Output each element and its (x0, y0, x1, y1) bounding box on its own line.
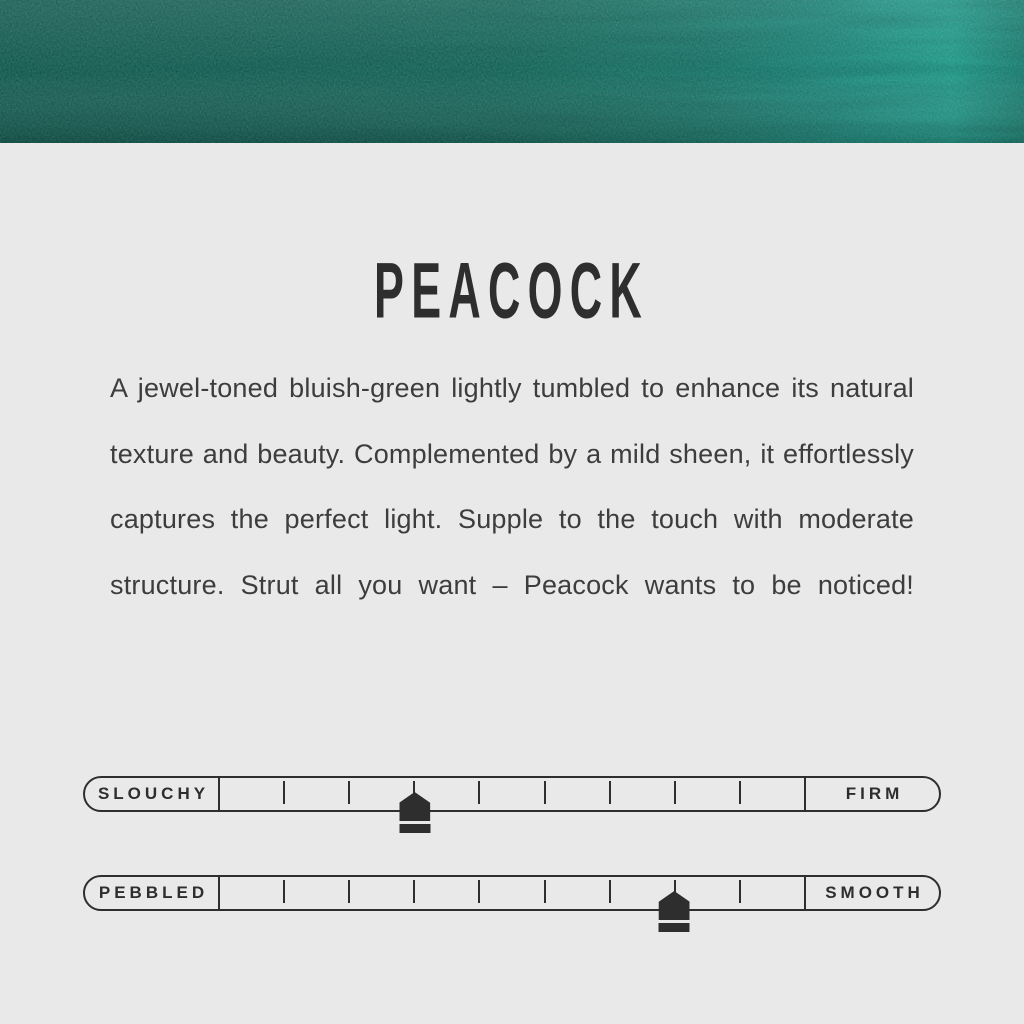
marker-base-bar (659, 923, 690, 932)
leather-texture-banner (0, 0, 1024, 143)
description-line: A jewel-toned bluish-green lightly tumbled to enhance its natural (110, 373, 914, 403)
color-description (110, 356, 914, 618)
marker-base-bar (399, 824, 430, 833)
page-title (0, 247, 1024, 335)
structure-scale-right-label: FIRM (804, 778, 939, 810)
tick-mark (413, 880, 415, 903)
structure-scale (83, 776, 941, 812)
tick-mark (478, 880, 480, 903)
texture-scale-track (220, 877, 804, 909)
leather-texture-image (0, 0, 1024, 143)
tick-mark (609, 880, 611, 903)
description-line: texture and beauty. Complemented by a mild sheen, it effortlessly (110, 438, 914, 469)
tick-mark (609, 781, 611, 804)
tick-mark (283, 781, 285, 804)
page-title-text: PEACOCK (374, 247, 650, 335)
description-line: captures the perfect light. Supple to the touch with moderate (110, 504, 914, 534)
texture-scale-left-label: PEBBLED (85, 877, 220, 909)
marker-pointer-icon (399, 792, 430, 821)
marker-pointer-icon (659, 891, 690, 920)
texture-scale-right-label: SMOOTH (804, 877, 939, 909)
tick-mark (739, 781, 741, 804)
structure-marker-icon (399, 792, 430, 833)
structure-scale-track (220, 778, 804, 810)
tick-mark (283, 880, 285, 903)
tick-mark (348, 781, 350, 804)
description-line: structure. Strut all you want – Peacock wants to be noticed! (110, 569, 914, 600)
tick-mark (478, 781, 480, 804)
tick-mark (544, 880, 546, 903)
tick-mark (674, 781, 676, 804)
tick-mark (348, 880, 350, 903)
tick-mark (544, 781, 546, 804)
tick-mark (739, 880, 741, 903)
texture-marker-icon (659, 891, 690, 932)
texture-scale (83, 875, 941, 911)
structure-scale-left-label: SLOUCHY (85, 778, 220, 810)
